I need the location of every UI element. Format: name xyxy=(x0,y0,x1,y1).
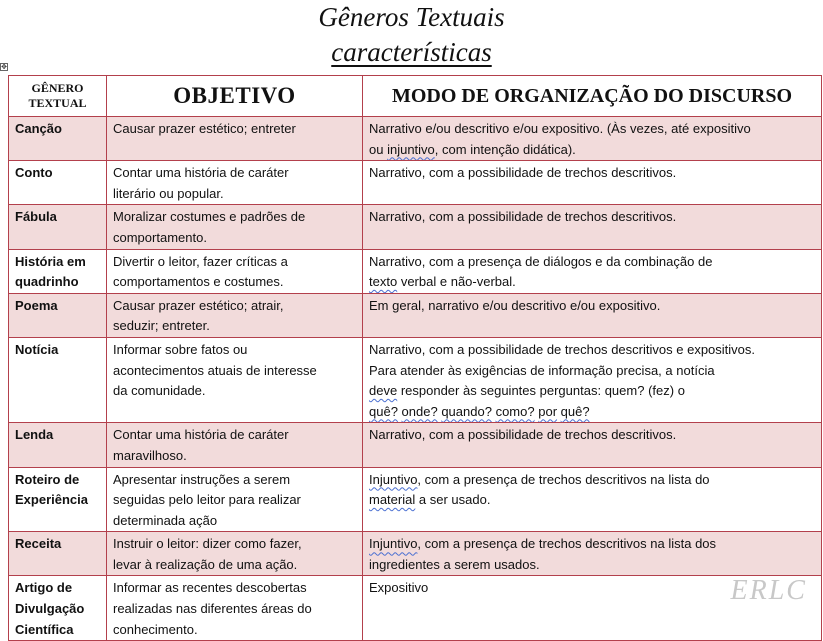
table-row xyxy=(9,337,822,422)
genre-cell xyxy=(9,205,107,249)
header-genre xyxy=(9,76,107,117)
objective-text-line: conhecimento. xyxy=(113,621,198,637)
objective-text-line: determinada ação xyxy=(113,512,218,528)
mode-text-line: Injuntivo, com a presença de trechos descritivos na lista dos xyxy=(369,536,717,552)
mode-text-line: Narrativo e/ou descritivo e/ou expositivo. (Às vezes, até expositivo xyxy=(369,121,751,136)
objective-text-line: acontecimentos atuais de interesse xyxy=(113,362,317,378)
objective-text-line: literário ou popular. xyxy=(113,185,224,201)
header-genre-line1: GÊNERO xyxy=(31,81,84,95)
genre-text-line: Roteiro de xyxy=(15,471,80,487)
mode-text-line: Narrativo, com a presença de diálogos e da combinação de xyxy=(369,253,713,269)
objective-cell xyxy=(107,117,363,161)
objective-text-line: seguidas pelo leitor para realizar xyxy=(113,492,301,508)
objective-text-line: Informar as recentes descobertas xyxy=(113,580,307,596)
mode-text-line: Narrativo, com a possibilidade de trechos descritivos. xyxy=(369,427,677,443)
objective-text-line: da comunidade. xyxy=(113,383,206,399)
header-mode: MODO DE ORGANIZAÇÃO DO DISCURSO xyxy=(363,76,822,117)
genre-text-line: Fábula xyxy=(15,209,57,225)
objective-text-line: Causar prazer estético; entreter xyxy=(113,121,296,136)
mode-text-line: quê? onde? quando? como? por quê? xyxy=(369,403,590,419)
objective-cell xyxy=(107,161,363,205)
mode-text-line: Para atender às exigências de informação precisa, a notícia xyxy=(369,362,715,378)
genre-text-line: Científica xyxy=(15,621,74,637)
genre-text-line: Notícia xyxy=(15,341,59,357)
mode-cell xyxy=(363,337,822,422)
table-row xyxy=(9,161,822,205)
signature: ERLC xyxy=(730,575,807,606)
objective-text-line: levar à realização de uma ação. xyxy=(113,556,298,572)
genre-text-line: Artigo de xyxy=(15,580,73,596)
mode-text-line: Narrativo, com a possibilidade de trechos descritivos. xyxy=(369,165,677,181)
objective-cell xyxy=(107,337,363,422)
genre-text-line: Lenda xyxy=(15,427,54,443)
objective-text-line: Contar uma história de caráter xyxy=(113,427,289,443)
genre-text-line: Canção xyxy=(15,121,62,136)
mode-text-line: Injuntivo, com a presença de trechos descritivos na lista do xyxy=(369,471,710,487)
objective-cell xyxy=(107,576,363,641)
mode-text-line: ingredientes a serem usados. xyxy=(369,556,540,572)
table-row xyxy=(9,117,822,161)
mode-cell xyxy=(363,117,822,161)
objective-text-line: comportamento. xyxy=(113,229,207,245)
objective-text-line: Moralizar costumes e padrões de xyxy=(113,209,306,225)
objective-text-line: seduzir; entreter. xyxy=(113,318,210,334)
header-genre-line2: TEXTUAL xyxy=(28,96,87,110)
objective-cell xyxy=(107,467,363,532)
mode-text-line: texto verbal e não-verbal. xyxy=(369,274,516,290)
genre-text-line: Receita xyxy=(15,536,62,552)
genre-cell xyxy=(9,249,107,293)
genre-cell xyxy=(9,423,107,467)
mode-cell xyxy=(363,293,822,337)
genre-text-line: Conto xyxy=(15,165,53,181)
table-row xyxy=(9,467,822,532)
genre-cell xyxy=(9,576,107,641)
objective-text-line: Causar prazer estético; atrair, xyxy=(113,297,284,313)
mode-cell xyxy=(363,249,822,293)
mode-text-line: material a ser usado. xyxy=(369,492,491,508)
table-body xyxy=(9,117,822,641)
mode-cell xyxy=(363,467,822,532)
genre-text-line: História em xyxy=(15,253,86,269)
mode-cell xyxy=(363,423,822,467)
genre-text-line: Poema xyxy=(15,297,58,313)
objective-text-line: Divertir o leitor, fazer críticas a xyxy=(113,253,288,269)
document-subtitle xyxy=(0,37,823,67)
table-row xyxy=(9,576,822,641)
objective-cell xyxy=(107,205,363,249)
mode-text-line: ou injuntivo, com intenção didática). xyxy=(369,141,576,157)
genre-text-line: quadrinho xyxy=(15,274,79,290)
genre-cell xyxy=(9,161,107,205)
table-row xyxy=(9,249,822,293)
subtitle-text: características xyxy=(331,37,492,67)
genre-cell xyxy=(9,532,107,576)
header-objective: OBJETIVO xyxy=(107,76,363,117)
table-row xyxy=(9,423,822,467)
genre-cell xyxy=(9,293,107,337)
objective-text-line: comportamentos e costumes. xyxy=(113,274,284,290)
objective-cell xyxy=(107,423,363,467)
genre-text-line: Divulgação xyxy=(15,601,85,617)
genre-cell xyxy=(9,117,107,161)
mode-text-line: deve responder às seguintes perguntas: quem? (fez) o xyxy=(369,383,685,399)
mode-text-line: Narrativo, com a possibilidade de trechos descritivos e expositivos. xyxy=(369,341,756,357)
genres-table xyxy=(8,75,822,641)
objective-text-line: realizadas nas diferentes áreas do xyxy=(113,601,312,617)
genre-cell xyxy=(9,337,107,422)
mode-text-line: Em geral, narrativo e/ou descritivo e/ou expositivo. xyxy=(369,297,661,313)
objective-text-line: Informar sobre fatos ou xyxy=(113,341,248,357)
header-row xyxy=(9,76,822,117)
document-title: Gêneros Textuais xyxy=(318,2,505,32)
table-row xyxy=(9,205,822,249)
objective-cell xyxy=(107,293,363,337)
table-row xyxy=(9,293,822,337)
objective-text-line: Instruir o leitor: dizer como fazer, xyxy=(113,536,302,552)
mode-cell xyxy=(363,532,822,576)
mode-text-line: Narrativo, com a possibilidade de trechos descritivos. xyxy=(369,209,677,225)
objective-cell xyxy=(107,249,363,293)
table-move-handle-icon[interactable]: ✥ xyxy=(1,64,7,71)
table-row xyxy=(9,532,822,576)
mode-cell xyxy=(363,205,822,249)
mode-cell xyxy=(363,161,822,205)
objective-cell xyxy=(107,532,363,576)
genre-cell xyxy=(9,467,107,532)
objective-text-line: maravilhoso. xyxy=(113,447,187,463)
objective-text-line: Apresentar instruções a serem xyxy=(113,471,291,487)
genre-text-line: Experiência xyxy=(15,492,88,508)
objective-text-line: Contar uma história de caráter xyxy=(113,165,289,181)
mode-text-line: Expositivo xyxy=(369,580,429,596)
